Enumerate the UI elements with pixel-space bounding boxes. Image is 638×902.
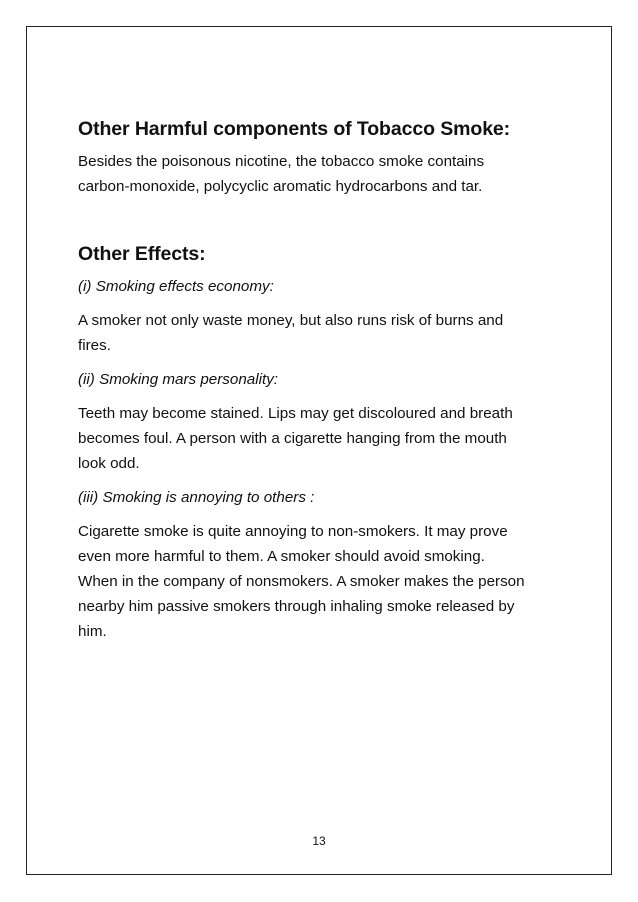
text-line: Teeth may become stained. Lips may get discoloured and breath	[78, 405, 513, 422]
text-line: Besides the poisonous nicotine, the tobacco smoke contains	[78, 153, 485, 170]
text-line: carbon-monoxide, polycyclic aromatic hydrocarbons and tar.	[78, 178, 483, 195]
paragraph-economy	[78, 308, 578, 358]
text-line: A smoker not only waste money, but also runs risk of burns and	[78, 312, 504, 329]
page-number: 13	[312, 834, 326, 848]
subheading-annoying: (iii) Smoking is annoying to others :	[78, 489, 315, 506]
heading-harmful-components: Other Harmful components of Tobacco Smoke:	[78, 118, 511, 140]
text-line: becomes foul. A person with a cigarette hanging from the mouth	[78, 430, 507, 447]
text-line: When in the company of nonsmokers. A smoker makes the person	[78, 573, 525, 590]
page-content	[78, 113, 578, 644]
text-line: fires.	[78, 337, 111, 354]
paragraph-harmful-components	[78, 149, 578, 199]
subheading-personality: (ii) Smoking mars personality:	[78, 371, 279, 388]
text-line: look odd.	[78, 455, 140, 472]
paragraph-annoying	[78, 519, 578, 644]
text-line: Cigarette smoke is quite annoying to non-smokers. It may prove	[78, 523, 508, 540]
text-line: nearby him passive smokers through inhaling smoke released by	[78, 598, 515, 615]
text-line: him.	[78, 623, 107, 640]
paragraph-personality	[78, 401, 578, 476]
heading-other-effects: Other Effects:	[78, 243, 206, 265]
text-line: even more harmful to them. A smoker should avoid smoking.	[78, 548, 485, 565]
subheading-economy: (i) Smoking effects economy:	[78, 278, 274, 295]
